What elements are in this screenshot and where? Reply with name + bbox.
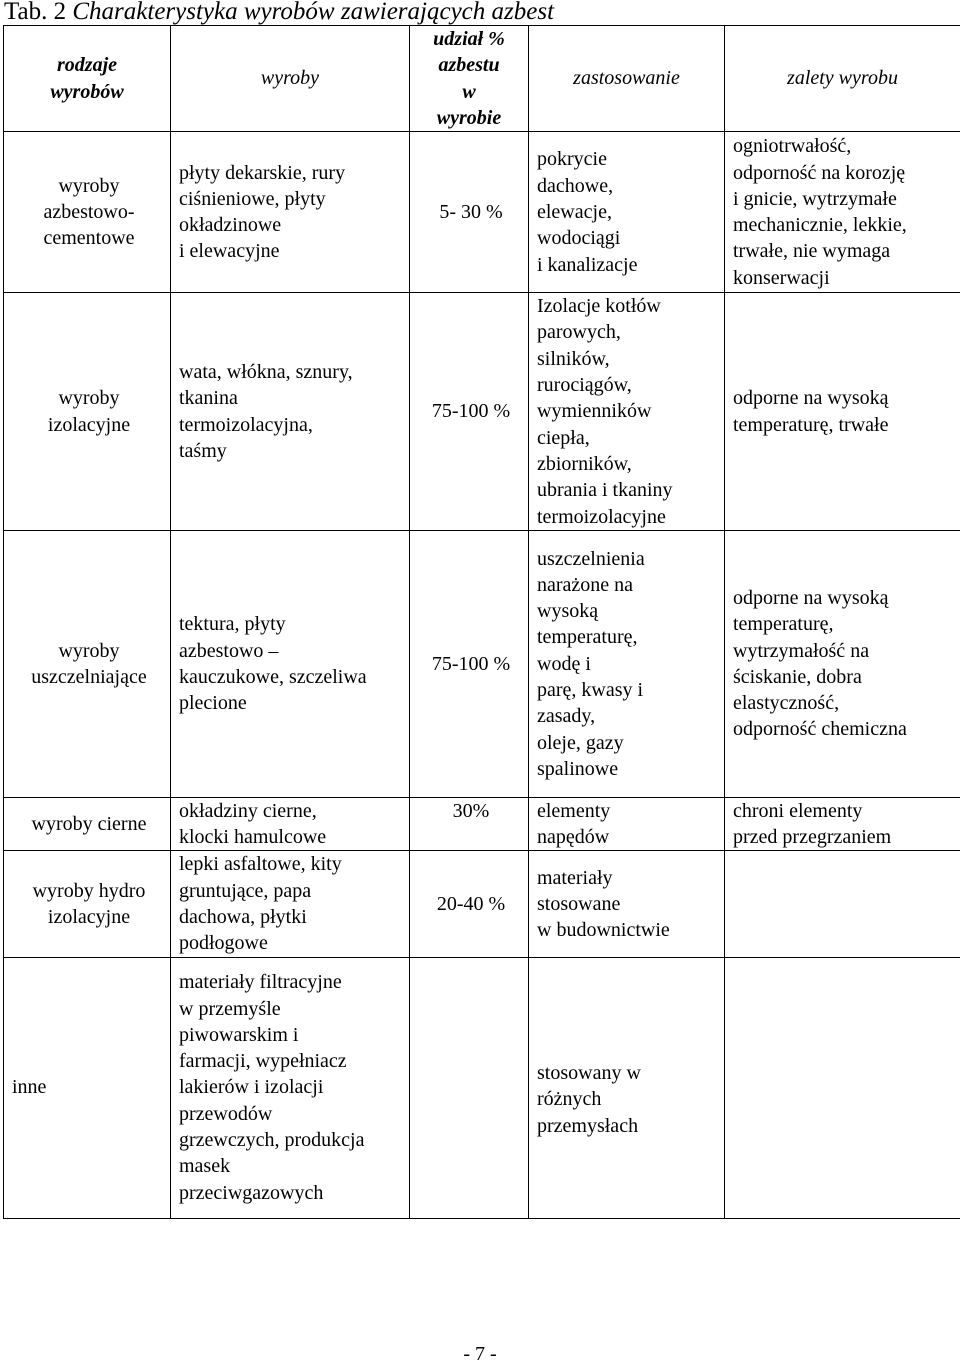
cell-product-type: wyroby izolacyjne: [4, 293, 171, 531]
cell-advantages: odporne na wysoką temperaturę, trwałe: [725, 293, 960, 531]
table-row: [4, 957, 960, 1218]
cell-advantages: chroni elementy przed przegrzaniem: [725, 797, 960, 851]
cell-product-type: wyroby hydro izolacyjne: [4, 851, 171, 957]
cell-use: Izolacje kotłów parowych, silników, rurociągów, wymienników ciepła, zbiorników, ubrania i tkaniny termoizolacyjne: [529, 293, 725, 531]
cell-asbestos-share: 30%: [410, 797, 529, 851]
cell-asbestos-share: 75-100 %: [410, 530, 529, 797]
cell-use: pokrycie dachowe, elewacje, wodociągi i kanalizacje: [529, 132, 725, 293]
cell-asbestos-share: 20-40 %: [410, 851, 529, 957]
cell-use: materiały stosowane w budownictwie: [529, 851, 725, 957]
cell-use: uszczelnienia narażone na wysoką temperaturę, wodę i parę, kwasy i zasady, oleje, gazy spalinowe: [529, 530, 725, 797]
cell-asbestos-share: 75-100 %: [410, 293, 529, 531]
header-products: wyroby: [171, 26, 410, 132]
table-caption: [4, 0, 554, 26]
cell-products: płyty dekarskie, rury ciśnieniowe, płyty okładzinowe i elewacyjne: [171, 132, 410, 293]
cell-product-type: inne: [4, 957, 171, 1218]
asbestos-products-table: [3, 25, 960, 1219]
cell-products: okładziny cierne, klocki hamulcowe: [171, 797, 410, 851]
header-asbestos-share: udział % azbestu w wyrobie: [410, 26, 529, 132]
cell-advantages: odporne na wysoką temperaturę, wytrzymałość na ściskanie, dobra elastyczność, odporność chemiczna: [725, 530, 960, 797]
cell-products: tektura, płyty azbestowo – kauczukowe, szczeliwa plecione: [171, 530, 410, 797]
header-advantages: zalety wyrobu: [725, 26, 960, 132]
cell-product-type: wyroby azbestowo- cementowe: [4, 132, 171, 293]
cell-product-type: wyroby uszczelniające: [4, 530, 171, 797]
table-row: [4, 851, 960, 957]
cell-product-type: wyroby cierne: [4, 797, 171, 851]
cell-products: lepki asfaltowe, kity gruntujące, papa dachowa, płytki podłogowe: [171, 851, 410, 957]
cell-products: wata, włókna, sznury, tkanina termoizolacyjna, taśmy: [171, 293, 410, 531]
table-caption-title: Charakterystyka wyrobów zawierających azbest: [72, 0, 554, 25]
cell-advantages: ogniotrwałość, odporność na korozję i gnicie, wytrzymałe mechanicznie, lekkie, trwałe, nie wymaga konserwacji: [725, 132, 960, 293]
cell-asbestos-share: [410, 957, 529, 1218]
cell-advantages: [725, 957, 960, 1218]
header-product-type: rodzaje wyrobów: [4, 26, 171, 132]
table-row: [4, 797, 960, 851]
table-row: [4, 293, 960, 531]
table-row: [4, 530, 960, 797]
table-row: [4, 132, 960, 293]
header-use: zastosowanie: [529, 26, 725, 132]
cell-asbestos-share: 5- 30 %: [410, 132, 529, 293]
cell-use: stosowany w różnych przemysłach: [529, 957, 725, 1218]
cell-use: elementy napędów: [529, 797, 725, 851]
table-header-row: [4, 26, 960, 132]
cell-products: materiały filtracyjne w przemyśle piwowarskim i farmacji, wypełniacz lakierów i izolacji przewodów grzewczych, produkcja masek przeciwgazowych: [171, 957, 410, 1218]
page-number: - 7 -: [0, 1341, 960, 1367]
table-caption-label: Tab. 2: [4, 0, 66, 25]
cell-advantages: [725, 851, 960, 957]
